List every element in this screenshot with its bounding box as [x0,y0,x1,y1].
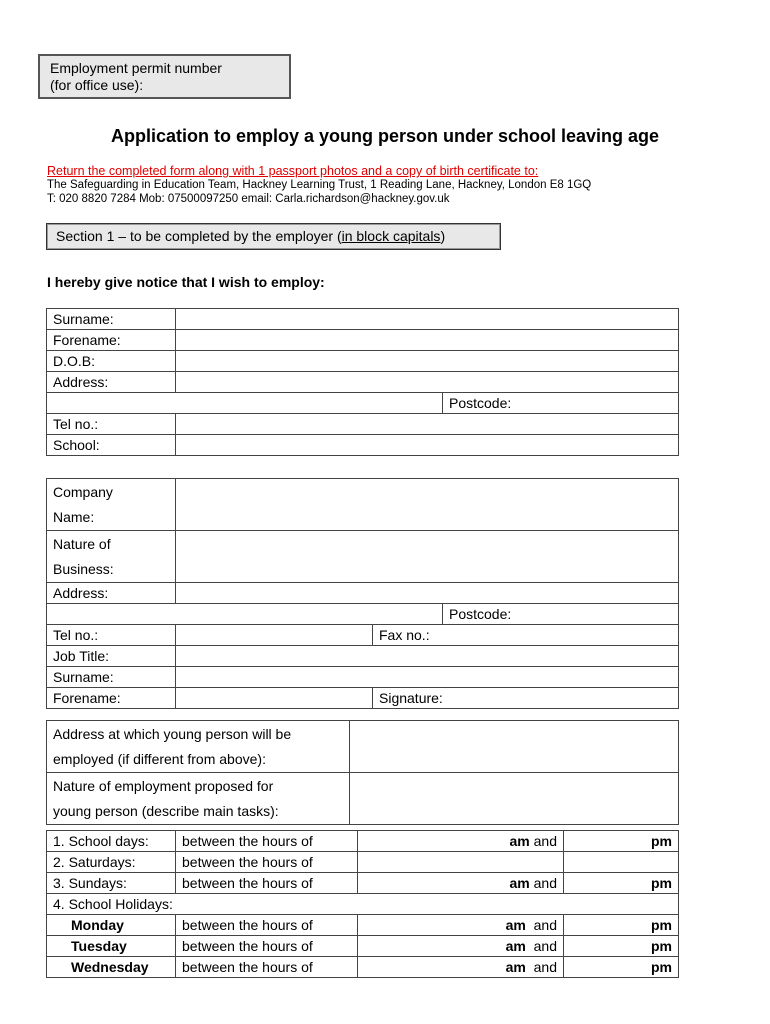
employment-nature-input[interactable] [350,773,679,825]
table-row [47,894,679,915]
field-label: D.O.B: [47,351,176,372]
day-label: Wednesday [47,957,176,978]
table-row [47,721,679,773]
field-label: Job Title: [47,646,176,667]
signature-label[interactable]: Signature: [373,688,679,709]
company-label-line1: Company [53,484,113,500]
between-label: between the hours of [176,936,358,957]
am-label: am [505,938,526,954]
school-input[interactable] [176,435,679,456]
table-row [47,646,679,667]
am-input[interactable] [358,873,564,894]
field-label: School: [47,435,176,456]
employment-place-table [46,720,679,825]
am-input[interactable] [358,936,564,957]
am-input[interactable] [358,957,564,978]
office-use-box [38,54,291,99]
table-row [47,625,679,646]
table-row [47,414,679,435]
field-label: Surname: [47,309,176,330]
fax-label[interactable]: Fax no.: [373,625,679,646]
address-input[interactable] [176,372,679,393]
table-row [47,435,679,456]
pm-input[interactable]: pm [564,831,679,852]
am-input[interactable] [358,915,564,936]
nature-label-line1: Nature of [53,536,111,552]
table-row [47,479,679,531]
table-row [47,309,679,330]
section1-header [46,223,501,250]
field-label: Surname: [47,667,176,688]
table-row [47,667,679,688]
field-label [47,479,176,531]
and-label: and [533,959,557,975]
field-label: Tel no.: [47,414,176,435]
table-row [47,583,679,604]
employer-postcode-label[interactable]: Postcode: [443,604,679,625]
notice-heading: I hereby give notice that I wish to employ: [47,274,325,290]
table-row [47,531,679,583]
office-box-line1: Employment permit number [50,60,222,76]
field-label: Forename: [47,330,176,351]
employer-address-line2-input[interactable] [47,604,443,625]
am-label: am [505,959,526,975]
table-row [47,915,679,936]
day-label: 1. School days: [47,831,176,852]
table-row [47,351,679,372]
table-row [47,773,679,825]
forename-input[interactable] [176,330,679,351]
pm-input[interactable] [564,852,679,873]
field-label [47,531,176,583]
employment-address-line1: Address at which young person will be [53,726,292,742]
between-label: between the hours of [176,831,358,852]
postcode-label[interactable]: Postcode: [443,393,679,414]
table-row [47,831,679,852]
table-row [47,393,679,414]
field-label: Address: [47,583,176,604]
between-label: between the hours of [176,852,358,873]
employer-forename-input[interactable] [176,688,373,709]
employment-nature-line1: Nature of employment proposed for [53,778,274,794]
employer-surname-input[interactable] [176,667,679,688]
am-label: am [509,875,530,891]
and-label: and [533,917,557,933]
surname-input[interactable] [176,309,679,330]
table-row [47,873,679,894]
am-input[interactable] [358,831,564,852]
table-row [47,330,679,351]
day-label: 3. Sundays: [47,873,176,894]
holidays-label: 4. School Holidays: [47,894,679,915]
field-label [47,773,350,825]
am-input[interactable] [358,852,564,873]
tel-input[interactable] [176,414,679,435]
employment-address-line2: employed (if different from above): [53,751,266,767]
pm-input[interactable]: pm [564,936,679,957]
nature-label-line2: Business: [53,561,114,577]
pm-input[interactable]: pm [564,915,679,936]
employer-table [46,478,679,709]
table-row [47,604,679,625]
and-label: and [533,938,557,954]
day-label: 2. Saturdays: [47,852,176,873]
and-label: and [533,833,557,849]
field-label [47,721,350,773]
page-title: Application to employ a young person under school leaving age [110,126,660,146]
between-label: between the hours of [176,957,358,978]
company-name-input[interactable] [176,479,679,531]
employment-nature-line2: young person (describe main tasks): [53,803,279,819]
office-box-line2: (for office use): [50,77,144,93]
section1-underlined: in block capitals [341,228,441,244]
young-person-table [46,308,679,456]
section1-prefix: Section 1 – to be completed by the employer ( [56,228,342,244]
table-row [47,688,679,709]
between-label: between the hours of [176,873,358,894]
pm-input[interactable]: pm [564,873,679,894]
address-line: The Safeguarding in Education Team, Hackney Learning Trust, 1 Reading Lane, Hackney, London E8 1GQ [47,179,592,191]
day-label: Tuesday [47,936,176,957]
am-label: am [505,917,526,933]
contact-line: T: 020 8820 7284 Mob: 07500097250 email: Carla.richardson@hackney.gov.uk [47,193,450,205]
address-line2-input[interactable] [47,393,443,414]
table-row [47,957,679,978]
job-title-input[interactable] [176,646,679,667]
and-label: and [533,875,557,891]
section1-suffix: ) [440,228,446,244]
return-instruction: Return the completed form along with 1 passport photos and a copy of birth certificate to: [47,164,539,178]
pm-input[interactable]: pm [564,957,679,978]
employment-address-input[interactable] [350,721,679,773]
am-label: am [509,833,530,849]
field-label: Forename: [47,688,176,709]
field-label: Address: [47,372,176,393]
employer-tel-input[interactable] [176,625,373,646]
hours-table [46,830,679,978]
employer-address-input[interactable] [176,583,679,604]
between-label: between the hours of [176,915,358,936]
field-label: Tel no.: [47,625,176,646]
table-row [47,852,679,873]
day-label: Monday [47,915,176,936]
nature-of-business-input[interactable] [176,531,679,583]
dob-input[interactable] [176,351,679,372]
company-label-line2: Name: [53,509,95,525]
table-row [47,936,679,957]
table-row [47,372,679,393]
